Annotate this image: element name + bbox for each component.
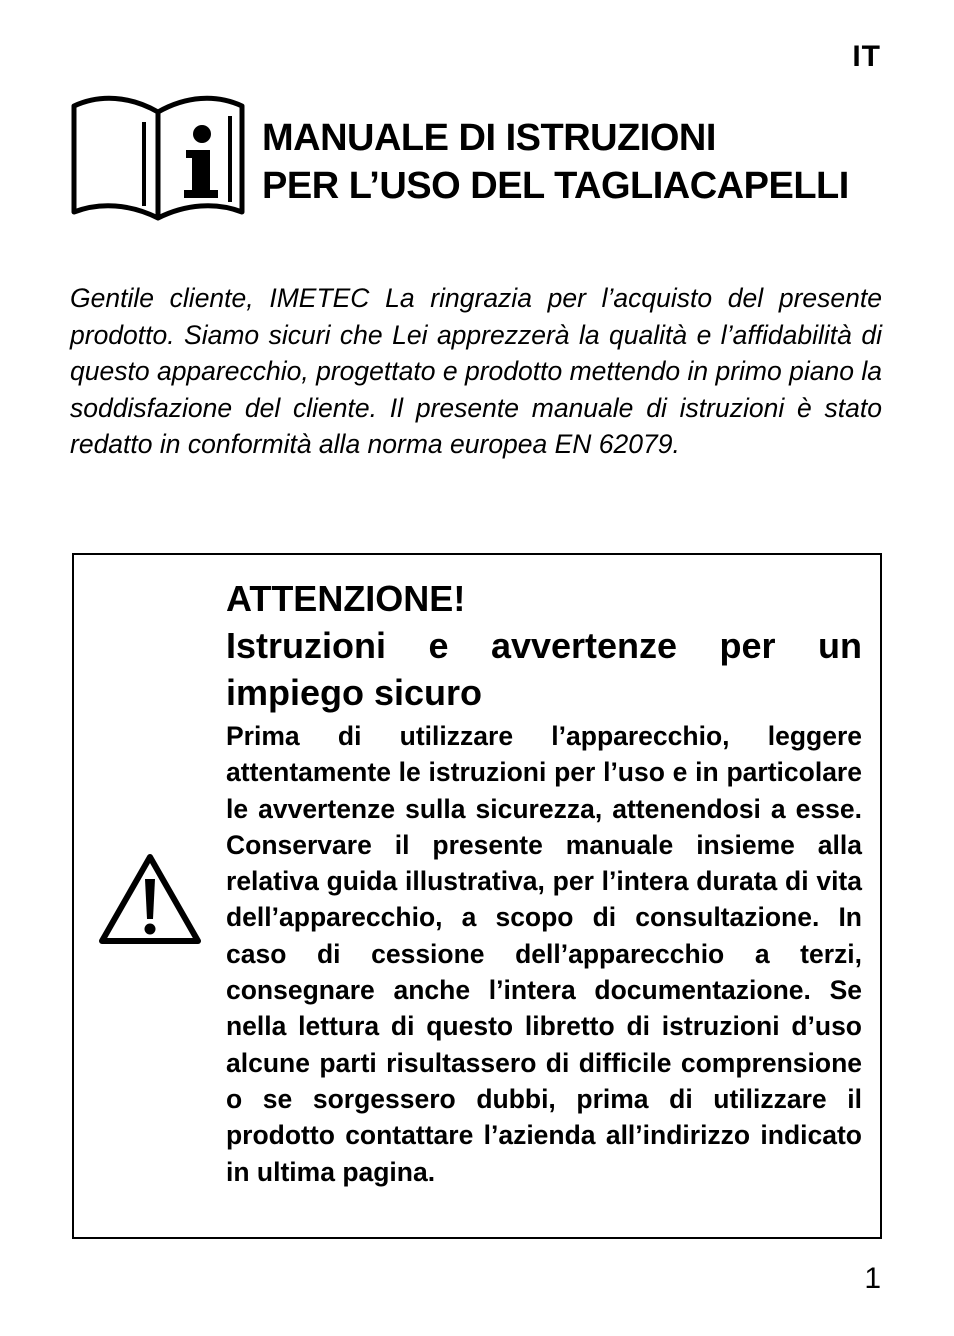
warning-subheading: Istruzioni e avvertenze per un impiego sicuro — [226, 625, 862, 713]
page-number: 1 — [864, 1262, 881, 1295]
title-line-2: PER L’USO DEL TAGLIACAPELLI — [262, 165, 849, 207]
warning-triangle-icon — [96, 851, 204, 949]
page-title — [262, 114, 849, 210]
warning-text — [226, 575, 862, 1190]
warning-heading: ATTENZIONE! — [226, 578, 466, 619]
warning-box — [72, 553, 882, 1239]
language-code: IT — [852, 40, 881, 73]
warning-body: Prima di utilizzare l’apparecchio, leggere attentamente le istruzioni per l’uso e in particolare le avvertenze sulla sicurezza, attenendosi a esse. Conservare il presente manuale insieme alla relativa guida illustrativa, per l’intera durata di vita dell’apparecchio, a scopo di consultazione. In caso di cessione dell’apparecchio a terzi, consegnare anche l’intera documentazione. Se nella lettura di questo libretto di istruzioni d’uso alcune parti risultassero di difficile comprensione o se sorgessero dubbi, prima di utilizzare il prodotto contattare l’azienda all’indirizzo indicato in ultima pagina. — [226, 721, 862, 1187]
title-line-1: MANUALE DI ISTRUZIONI — [262, 117, 716, 159]
intro-paragraph: Gentile cliente, IMETEC La ringrazia per l’acquisto del presente prodotto. Siamo sicuri che Lei apprezzerà la qualità e l’affidabilità di questo apparecchio, progettato e prodotto mettendo in primo piano la soddisfazione del cliente. Il presente manuale di istruzioni è stato redatto in conformità alla norma europea EN 62079. — [70, 283, 882, 459]
info-book-icon — [70, 94, 246, 222]
